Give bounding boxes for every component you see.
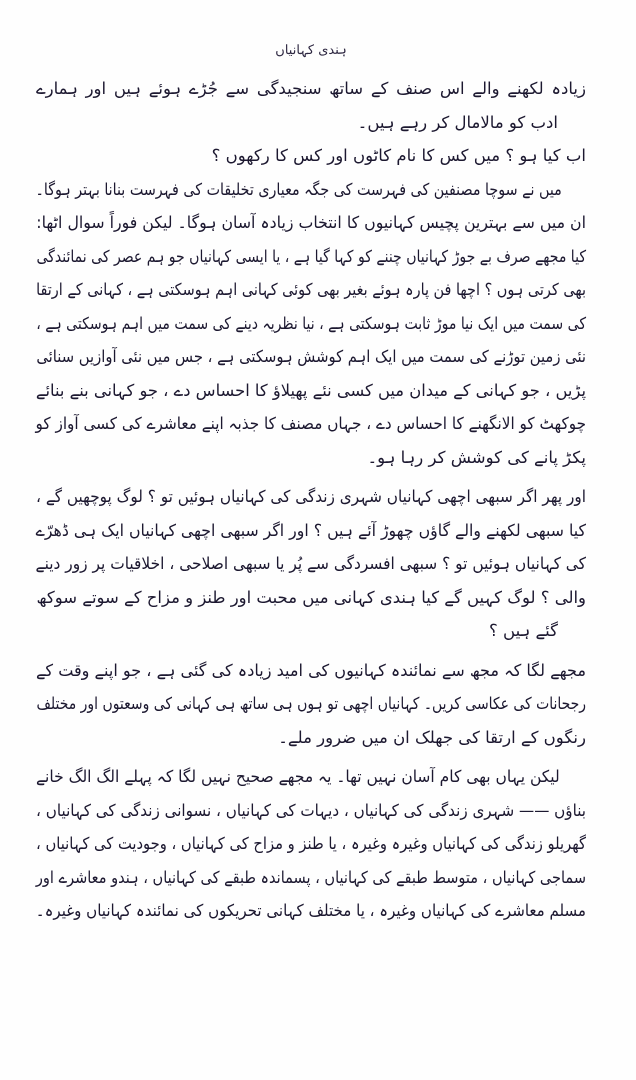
text-line: گھریلو زندگی کی کہانیاں وغیرہ وغیرہ ، یا طنز و مزاح کی کہانیاں ، وجودیت کی کہانیاں ، bbox=[36, 834, 586, 853]
text-line: اور پھر اگر سبھی اچھی کہانیاں شہری زندگی کی کہانیاں ہوئیں تو ؟ لوگ پوچھیں گے ، bbox=[36, 487, 586, 506]
paragraph-4 bbox=[36, 480, 586, 648]
text-line: اب کیا ہو ؟ میں کس کا نام کاٹوں اور کس کا رکھوں ؟ bbox=[211, 146, 586, 165]
text-line: زیادہ لکھنے والے اس صنف کے ساتھ سنجیدگی سے جُڑے ہوئے ہیں اور ہمارے bbox=[36, 79, 586, 98]
text-line: بناؤں —— شہری زندگی کی کہانیاں ، دیہات کی کہانیاں ، نسوانی زندگی کی کہانیاں ، bbox=[36, 800, 587, 820]
running-head: ہندی کہانیاں bbox=[275, 42, 347, 59]
text-line: کیا سبھی لکھنے والے گاؤں چھوڑ آئے ہیں ؟ اور اگر سبھی اچھی کہانیاں ایک ہی ڈھرّے bbox=[35, 520, 587, 540]
text-line: پڑیں ، جو کہانی کے میدان میں کسی نئے پھیلاؤ کا احساس دے ، جو کہانی بنے بنائے bbox=[35, 380, 586, 400]
text-line: والی ؟ لوگ کہیں گے کیا ہندی کہانی میں محبت اور طنز و مزاح کے سوتے سوکھ bbox=[36, 587, 587, 607]
text-line: مسلم معاشرے کی کہانیاں وغیرہ ، یا مختلف کہانی تحریکوں کی نمائندہ کہانیاں وغیرہ۔ bbox=[35, 901, 586, 920]
text-line: کی کہانیاں ہوئیں تو ؟ سبھی افسردگی سے پُر یا سبھی اصلاحی ، اخلاقیات پر زور دینے bbox=[35, 554, 587, 573]
text-line: رنگوں کے ارتقا کی جھلک ان میں ضرور ملے۔ bbox=[278, 727, 586, 747]
text-line: میں نے سوچا مصنفین کی فہرست کی جگہ معیاری تخلیقات کی فہرست بنانا بہتر ہوگا۔ bbox=[35, 179, 562, 199]
text-line: پکڑ پانے کی کوشش کر رہا ہو۔ bbox=[367, 447, 586, 467]
text-line: مجھے لگا کہ مجھ سے نمائندہ کہانیوں کی امید زیادہ کی گئی ہے ، جو اپنے وقت کے bbox=[35, 660, 587, 680]
text-line: لیکن یہاں بھی کام آسان نہیں تھا۔ یہ مجھے صحیح نہیں لگا کہ پہلے الگ الگ خانے bbox=[35, 767, 560, 786]
paragraph-2 bbox=[36, 139, 586, 173]
text-line: ان میں سے بہترین پچیس کہانیوں کا انتخاب زیادہ آسان ہوگا۔ لیکن فوراً سوال اٹھا: bbox=[36, 213, 587, 232]
text-line: سماجی کہانیاں ، متوسط طبقے کی کہانیاں ، پسماندہ طبقے کی کہانیاں ، ہندو معاشرے اور bbox=[35, 867, 586, 887]
paragraph-5 bbox=[36, 654, 586, 755]
paragraph-1 bbox=[36, 72, 586, 139]
text-line: چوکھٹ کو الانگھنے کا احساس دے ، جہاں مصنف کا جذبہ اپنے معاشرے کی کسی آواز کو bbox=[35, 414, 586, 433]
paragraph-3 bbox=[36, 173, 586, 475]
paragraph-6 bbox=[36, 760, 586, 928]
text-line: ادب کو مالامال کر رہے ہیں۔ bbox=[357, 112, 558, 132]
text-line: رجحانات کی عکاسی کریں۔ کہانیاں اچھی تو ہوں ہی ساتھ ہی کہانی کی وسعتوں اور مختلف bbox=[36, 694, 586, 713]
text-line: گئے ہیں ؟ bbox=[489, 621, 558, 640]
text-line: کیا مجھے صرف بے جوڑ کہانیاں چننے کو کہا گیا ہے ، یا ایسی کہانیاں جو ہم عصر کی نمائندگی bbox=[36, 246, 586, 266]
text-line: بھی کرتی ہوں ؟ اچھا فن پارہ ہوئے بغیر بھی کوئی کہانی اہم ہوسکتی ہے ، کہانی کے ارتقا bbox=[36, 280, 586, 299]
text-line: کی سمت میں ایک نیا موڑ ثابت ہوسکتی ہے ، نیا نظریہ دینے کی سمت میں اہم ہوسکتی ہے ، bbox=[36, 313, 587, 333]
text-line: نئی زمین توڑنے کی سمت میں ایک اہم کوشش ہوسکتی ہے ، جس میں نئی آوازیں سنائی bbox=[36, 347, 587, 366]
